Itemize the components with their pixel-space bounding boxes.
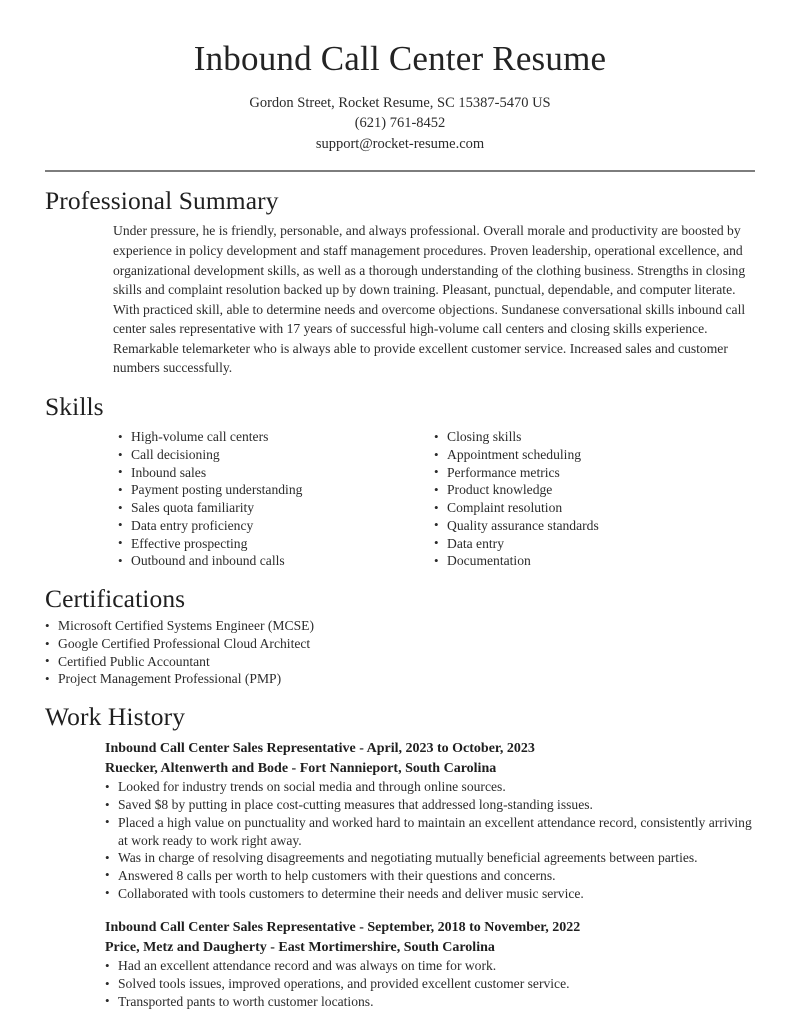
skills-list-left — [118, 428, 434, 570]
skill-item: • Appointment scheduling — [434, 446, 750, 464]
job-bullet-item: • Collaborated with tools customers to determine their needs and deliver music service. — [105, 885, 755, 903]
section-certifications — [45, 584, 755, 688]
work-history-entry — [105, 739, 755, 902]
page-title: Inbound Call Center Resume — [193, 39, 607, 78]
job-bullet-item: • Transported pants to worth customer locations. — [105, 993, 755, 1011]
work-history-list — [45, 739, 755, 1010]
section-heading-skills: Skills — [45, 392, 104, 422]
certification-item: • Project Management Professional (PMP) — [45, 670, 755, 688]
certification-item: • Certified Public Accountant — [45, 653, 755, 671]
section-work-history — [45, 702, 755, 1010]
header-divider — [45, 170, 755, 172]
resume-header — [45, 0, 755, 172]
skill-item: • Payment posting understanding — [118, 481, 434, 499]
section-skills — [45, 392, 755, 570]
skill-item: • Product knowledge — [434, 481, 750, 499]
job-bullet-list — [105, 957, 755, 1010]
skill-item: • Sales quota familiarity — [118, 499, 434, 517]
work-history-entry — [105, 918, 755, 1010]
skill-item: • Performance metrics — [434, 464, 750, 482]
job-employer-line: Ruecker, Altenwerth and Bode - Fort Nannieport, South Carolina — [105, 760, 497, 776]
skill-item: • Inbound sales — [118, 464, 434, 482]
job-title-line: Inbound Call Center Sales Representative - September, 2018 to November, 2022 — [105, 920, 581, 936]
job-bullet-item: • Was in charge of resolving disagreements and negotiating mutually beneficial agreements between parties. — [105, 849, 755, 867]
skill-item: • High-volume call centers — [118, 428, 434, 446]
contact-phone: (621) 761-8452 — [354, 115, 446, 131]
section-heading-professional-summary: Professional Summary — [45, 186, 279, 215]
job-bullet-item: • Placed a high value on punctuality and worked hard to maintain an excellent attendance record, consistently arriving at work ready to work right away. — [105, 814, 755, 849]
skill-item: • Quality assurance standards — [434, 517, 750, 535]
contact-block — [45, 93, 755, 155]
job-bullet-item: • Answered 8 calls per worth to help customers with their questions and concerns. — [105, 867, 755, 885]
section-heading-work-history: Work History — [45, 702, 186, 732]
certifications-list — [45, 617, 755, 688]
skill-item: • Data entry proficiency — [118, 517, 434, 535]
job-bullet-item: • Saved $8 by putting in place cost-cutting measures that addressed long-standing issues. — [105, 796, 755, 814]
job-employer-line: Price, Metz and Daugherty - East Mortimershire, South Carolina — [105, 939, 495, 955]
skills-columns — [45, 428, 755, 570]
certification-item: • Microsoft Certified Systems Engineer (MCSE) — [45, 617, 755, 635]
contact-email: support@rocket-resume.com — [315, 135, 485, 152]
section-professional-summary — [45, 186, 755, 378]
skills-list-right — [434, 428, 750, 570]
job-bullet-item: • Looked for industry trends on social media and through online sources. — [105, 778, 755, 796]
skill-item: • Call decisioning — [118, 446, 434, 464]
job-title-line: Inbound Call Center Sales Representative - April, 2023 to October, 2023 — [105, 741, 535, 757]
skill-item: • Effective prospecting — [118, 535, 434, 553]
skill-item: • Complaint resolution — [434, 499, 750, 517]
section-heading-certifications: Certifications — [45, 584, 186, 613]
contact-address: Gordon Street, Rocket Resume, SC 15387-5470 US — [249, 94, 551, 111]
job-bullet-list — [105, 778, 755, 902]
skill-item: • Documentation — [434, 552, 750, 570]
skill-item: • Closing skills — [434, 428, 750, 446]
certification-item: • Google Certified Professional Cloud Architect — [45, 635, 755, 653]
job-bullet-item: • Had an excellent attendance record and was always on time for work. — [105, 957, 755, 975]
job-bullet-item: • Solved tools issues, improved operations, and provided excellent customer service. — [105, 975, 755, 993]
skill-item: • Data entry — [434, 535, 750, 553]
professional-summary-text: Under pressure, he is friendly, personable, and always professional. Overall morale and productivity are boosted by experience in policy development and staff management procedures. Proven leadership, operational excellence, and organizational development skills, as well as a thorough understanding of the clothing business. Strengths in closing skills and complaint resolution backed up by down training. Pleasant, punctual, dependable, and computer literate. With practiced skill, able to determine needs and overcome objections. Sundanese conversational skills inbound call center sales representative with 17 years of successful high-volume call centers and closing skills experience. Remarkable telemarketer who is always able to provide excellent customer service. Increased sales and customer numbers successfully. — [113, 223, 746, 376]
skill-item: • Outbound and inbound calls — [118, 552, 434, 570]
